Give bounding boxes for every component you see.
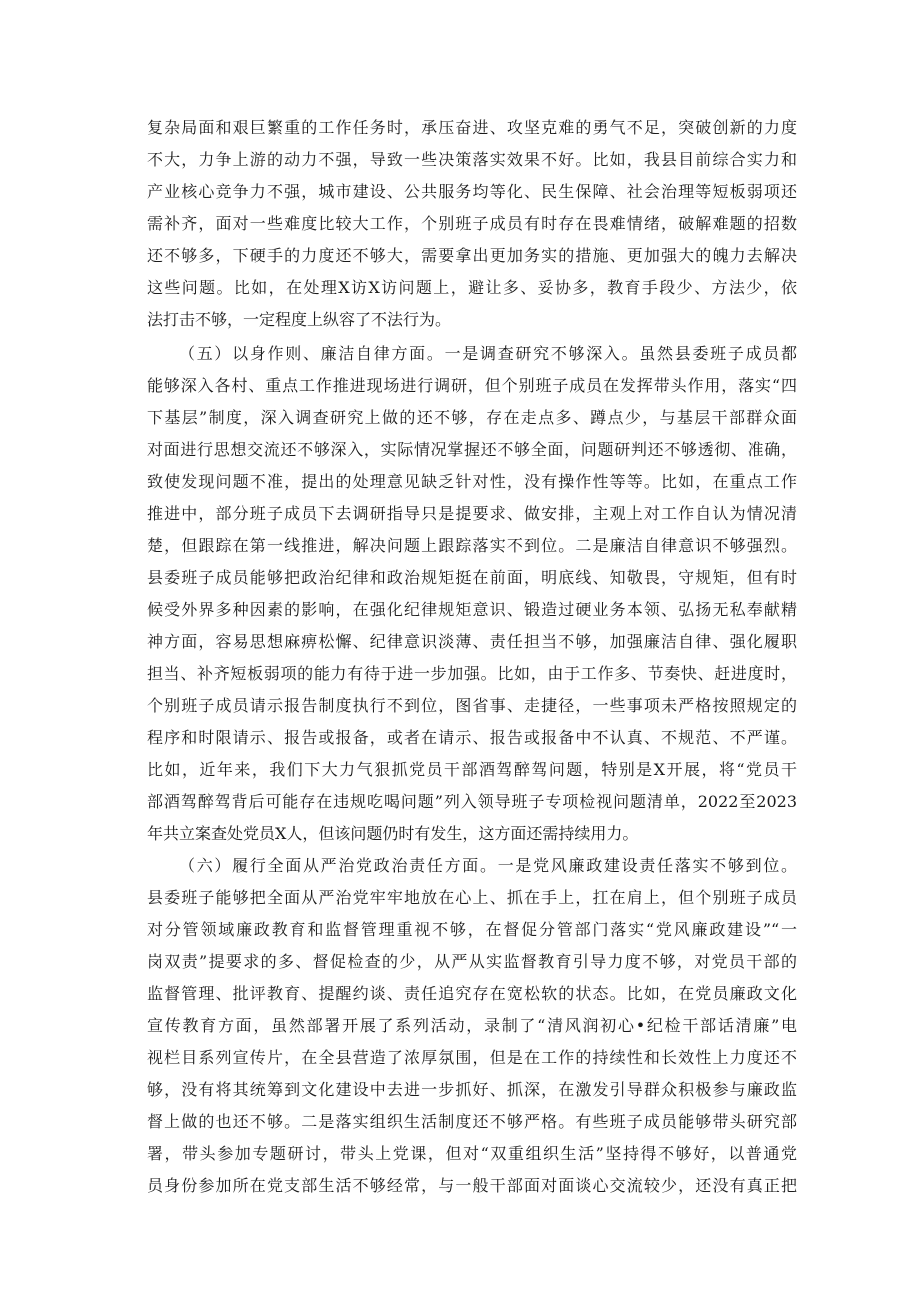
text-line: 神方面，容易思想麻痹松懈、纪律意识淡薄、责任担当不够，加强廉洁自律、强化履职 [147, 632, 797, 651]
text-line: 监督管理、批评教育、提醒约谈、责任追究存在宽松软的状态。比如，在党员廉政文化 [147, 984, 797, 1003]
text-line: 个别班子成员请示报告制度执行不到位，图省事、走捷径，一些事项未严格按照规定的 [147, 696, 797, 715]
text-line: 需补齐，面对一些难度比较大工作，个别班子成员有时存在畏难情绪，破解难题的招数 [147, 214, 797, 233]
text-line: 下基层”制度，深入调查研究上做的还不够，存在走点多、蹲点少，与基层干部群众面 [147, 408, 797, 427]
text-line: 县委班子成员能够把政治纪律和政治规矩挺在前面，明底线、知敬畏，守规矩，但有时 [147, 568, 797, 587]
text-line: 比如，近年来，我们下大力气狠抓党员干部酒驾醉驾问题，特别是X开展，将“党员干 [147, 760, 797, 779]
text-line: 复杂局面和艰巨繁重的工作任务时，承压奋进、攻坚克难的勇气不足，突破创新的力度 [147, 118, 797, 137]
text-line: 岗双责”提要求的多、督促检查的少，从严从实监督教育引导力度不够，对党员干部的 [147, 952, 797, 971]
text-line: 对分管领域廉政教育和监督管理重视不够，在督促分管部门落实“党风廉政建设”“一 [147, 920, 797, 939]
paragraph-section-6 [147, 850, 797, 1202]
text-line: 年共立案查处党员X人，但该问题仍时有发生，这方面还需持续用力。 [147, 824, 639, 843]
paragraph-section-5 [147, 338, 797, 850]
text-line: 推进中，部分班子成员下去调研指导只是提要求、做安排，主观上对工作自认为情况清 [147, 504, 797, 523]
text-line: 够，没有将其统筹到文化建设中去进一步抓好、抓深，在激发引导群众积极参与廉政监 [147, 1080, 797, 1099]
text-line: 担当、补齐短板弱项的能力有待于进一步加强。比如，由于工作多、节奏快、赶进度时， [147, 664, 797, 683]
text-line: 楚，但跟踪在第一线推进，解决问题上跟踪落实不到位。二是廉洁自律意识不够强烈。 [147, 536, 797, 555]
text-line: 对面进行思想交流还不够深入，实际情况掌握还不够全面，问题研判还不够透彻、准确， [147, 440, 797, 459]
text-line: （六）履行全面从严治党政治责任方面。一是党风廉政建设责任落实不够到位。 [179, 856, 797, 875]
text-line: 产业核心竞争力不强，城市建设、公共服务均等化、民生保障、社会治理等短板弱项还 [147, 182, 797, 201]
text-line: 法打击不够，一定程度上纵容了不法行为。 [147, 310, 452, 329]
text-line: 这些问题。比如，在处理X访X访问题上，避让多、妥协多，教育手段少、方法少，依 [147, 278, 797, 297]
text-line: 部酒驾醉驾背后可能存在违规吃喝问题”列入领导班子专项检视问题清单，2022至2023 [147, 792, 797, 811]
paragraph-continuation [147, 112, 797, 336]
text-line: 员身份参加所在党支部生活不够经常，与一般干部面对面谈心交流较少，还没有真正把 [147, 1176, 797, 1195]
text-line: 不大，力争上游的动力不强，导致一些决策落实效果不好。比如，我县目前综合实力和 [147, 150, 797, 169]
text-line: （五）以身作则、廉洁自律方面。一是调查研究不够深入。虽然县委班子成员都 [179, 344, 797, 363]
text-line: 候受外界多种因素的影响，在强化纪律规矩意识、锻造过硬业务本领、弘扬无私奉献精 [147, 600, 797, 619]
text-line: 督上做的也还不够。二是落实组织生活制度还不够严格。有些班子成员能够带头研究部 [147, 1112, 797, 1131]
text-line: 还不够多，下硬手的力度还不够大，需要拿出更加务实的措施、更加强大的魄力去解决 [147, 246, 797, 265]
text-line: 宣传教育方面，虽然部署开展了系列活动，录制了“清风润初心•纪检干部话清廉”电 [147, 1016, 797, 1035]
text-line: 视栏目系列宣传片，在全县营造了浓厚氛围，但是在工作的持续性和长效性上力度还不 [147, 1048, 797, 1067]
text-line: 能够深入各村、重点工作推进现场进行调研，但个别班子成员在发挥带头作用，落实“四 [147, 376, 797, 395]
text-line: 署，带头参加专题研讨，带头上党课，但对“双重组织生活”坚持得不够好，以普通党 [147, 1144, 797, 1163]
text-line: 程序和时限请示、报告或报备，或者在请示、报告或报备中不认真、不规范、不严谨。 [147, 728, 797, 747]
text-line: 县委班子能够把全面从严治党牢牢地放在心上、抓在手上，扛在肩上，但个别班子成员 [147, 888, 797, 907]
text-line: 致使发现问题不准，提出的处理意见缺乏针对性，没有操作性等等。比如，在重点工作 [147, 472, 797, 491]
